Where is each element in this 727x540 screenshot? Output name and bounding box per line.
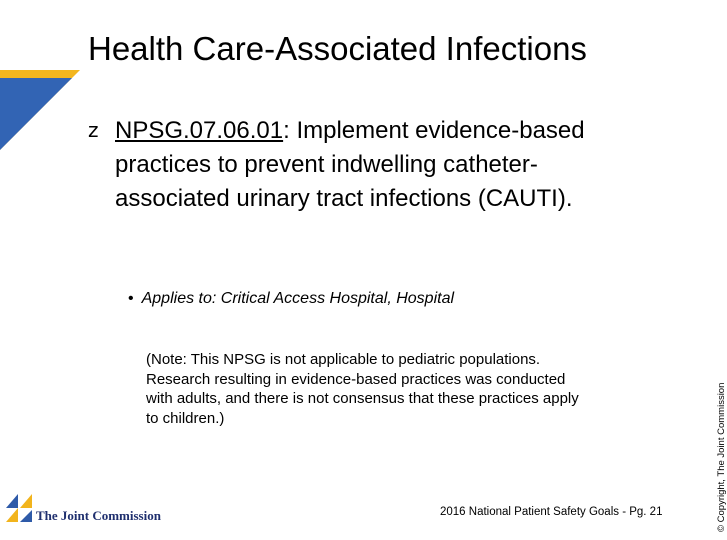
applies-to-line bbox=[128, 290, 454, 308]
npsg-description: : Implement evidence-based practices to prevent indwelling catheter-associated urinary tract infections (CAUTI). bbox=[115, 117, 585, 212]
logo-wordmark: The Joint Commission bbox=[36, 508, 161, 523]
slide-title: Health Care-Associated Infections bbox=[88, 30, 587, 67]
applies-to-text: Applies to: Critical Access Hospital, Hospital bbox=[141, 290, 455, 307]
corner-decoration bbox=[0, 70, 80, 155]
copyright-notice: © Copyright, The Joint Commission bbox=[716, 382, 727, 532]
bullet-glyph: z bbox=[88, 118, 99, 142]
main-bullet bbox=[88, 114, 608, 216]
applies-bullet: • bbox=[128, 290, 134, 307]
note-text: (Note: This NPSG is not applicable to pediatric populations. Research resulting in evidence-based practices was conducted with adults, and there is not consensus that these practices apply to children.) bbox=[146, 351, 579, 427]
footer-page-ref: 2016 National Patient Safety Goals - Pg. 21 bbox=[440, 506, 663, 518]
bullet-text bbox=[115, 114, 608, 216]
npsg-code: NPSG.07.06.01 bbox=[115, 117, 284, 144]
